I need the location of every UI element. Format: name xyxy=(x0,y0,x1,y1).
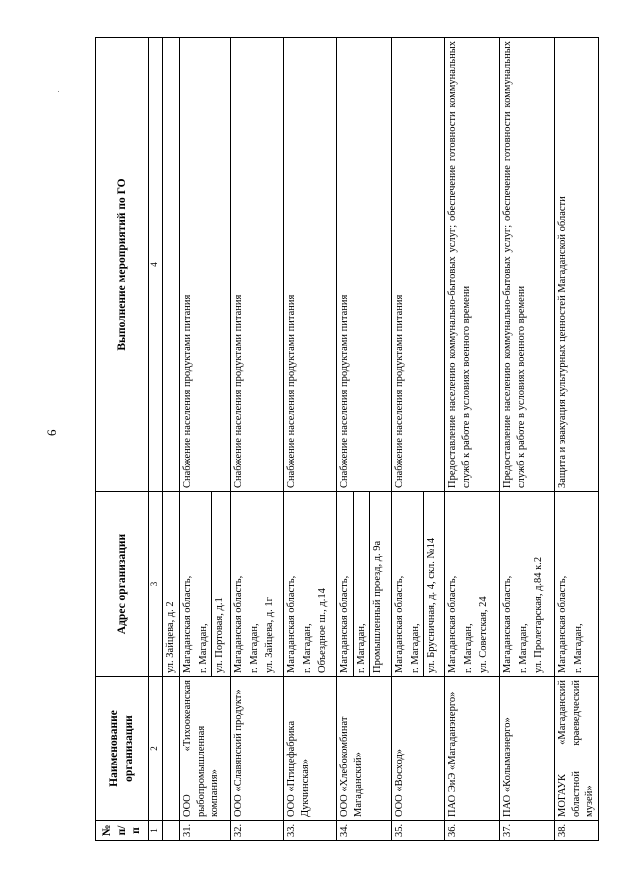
rotated-table-container xyxy=(95,38,596,841)
address-line: ул. Пролетарская, д.84 к.2 xyxy=(533,556,545,673)
address-line: г. Магадан, xyxy=(572,623,584,673)
address-line: Магаданская область, xyxy=(502,575,513,673)
activity-description: Снабжение населения продуктами питания xyxy=(337,38,392,492)
table-header-row xyxy=(96,38,149,841)
column-number: 2 xyxy=(149,677,163,821)
table-cell xyxy=(163,677,180,821)
row-number: 38. xyxy=(555,821,599,841)
address-line: г. Магадан, xyxy=(409,623,421,673)
address-line: Магаданская область, xyxy=(394,575,405,673)
organization-address xyxy=(337,492,392,677)
address-line: Магаданская область, xyxy=(286,575,297,673)
row-number: 31. xyxy=(180,821,231,841)
row-number: 32. xyxy=(231,821,284,841)
address-line: г. Магадан, xyxy=(353,492,370,676)
address-line: Магаданская область, xyxy=(557,575,568,673)
address-line: Магаданская область, xyxy=(447,575,458,673)
address-line: Магаданская область, xyxy=(339,575,350,673)
address-line: г. Магадан, xyxy=(197,623,209,673)
header-activity: Выполнение мероприятий по ГО xyxy=(96,38,149,492)
column-number: 4 xyxy=(149,38,163,492)
row-number: 36. xyxy=(445,821,500,841)
address-line: г. Магадан, xyxy=(517,623,529,673)
activity-description: Предоставление населению коммунально-бытовых услуг; обеспечение готовности коммунальных служб к работе в условиях военного времени xyxy=(445,38,500,492)
continued-address: ул. Зайцева, д. 2 xyxy=(163,492,180,677)
row-number: 35. xyxy=(392,821,445,841)
table-row xyxy=(180,38,231,841)
header-address: Адрес организации xyxy=(96,492,149,677)
address-line: г. Магадан, xyxy=(301,623,313,673)
activity-description: Снабжение населения продуктами питания xyxy=(180,38,231,492)
address-line: г. Магадан, xyxy=(248,623,260,673)
page-number: 6 xyxy=(44,429,59,436)
organization-address xyxy=(500,492,555,677)
continued-row xyxy=(163,38,180,841)
table-row xyxy=(337,38,392,841)
table-row xyxy=(392,38,445,841)
organization-address xyxy=(392,492,445,677)
header-name: Наименование организации xyxy=(96,677,149,821)
organization-name: ПАО ЭиЭ «Магаданэнерго» xyxy=(445,677,500,821)
address-line: ул. Брусничная, д. 4, скл. №14 xyxy=(423,492,440,676)
activity-description: Предоставление населению коммунально-бытовых услуг; обеспечение готовности коммунальных служб к работе в условиях военного времени xyxy=(500,38,555,492)
activity-description: Снабжение населения продуктами питания xyxy=(392,38,445,492)
table-row xyxy=(445,38,500,841)
organizations-table xyxy=(95,37,599,841)
scan-mark xyxy=(58,91,59,92)
address-line: Магаданская область, xyxy=(182,575,193,673)
organization-name: ООО «Хлебокомбинат Магаданский» xyxy=(337,677,392,821)
organization-name: ПАО «Колымаэнерго» xyxy=(500,677,555,821)
organization-address xyxy=(231,492,284,677)
address-line: ул. Советская, 24 xyxy=(478,596,490,673)
organization-name: ООО «Славянский продукт» xyxy=(231,677,284,821)
row-number: 33. xyxy=(284,821,337,841)
address-line: Объездное ш., д.14 xyxy=(317,588,329,673)
organization-address xyxy=(180,492,231,677)
organization-name: ООО «Птицефабрика Дукчинская» xyxy=(284,677,337,821)
table-row xyxy=(231,38,284,841)
column-number: 3 xyxy=(149,492,163,677)
table-row xyxy=(555,38,599,841)
column-number: 1 xyxy=(149,821,163,841)
address-line: ул. Портовая, д.1 xyxy=(211,492,228,676)
row-number: 37. xyxy=(500,821,555,841)
table-cell xyxy=(163,821,180,841)
table-cell xyxy=(163,38,180,492)
table-row xyxy=(500,38,555,841)
address-line: Магаданская область, xyxy=(233,575,244,673)
activity-description: Снабжение населения продуктами питания xyxy=(284,38,337,492)
organization-address xyxy=(555,492,599,677)
address-line: г. Магадан, xyxy=(462,623,474,673)
header-num: № п/п xyxy=(96,821,149,841)
column-number-row xyxy=(149,38,163,841)
address-line: Промышленный проезд, д. 9а xyxy=(369,492,386,676)
organization-name: ООО «Восход» xyxy=(392,677,445,821)
address-line: ул. Зайцева, д. 1г xyxy=(264,597,276,673)
organization-name: ООО «Тихоокеанская рыбопромышленная компания» xyxy=(180,677,231,821)
organization-address xyxy=(284,492,337,677)
row-number: 34. xyxy=(337,821,392,841)
activity-description: Защита и эвакуация культурных ценностей Магаданской области xyxy=(555,38,599,492)
organization-address xyxy=(445,492,500,677)
activity-description: Снабжение населения продуктами питания xyxy=(231,38,284,492)
organization-name: МОГАУК «Магаданский областной краеведческий музей» xyxy=(555,677,599,821)
table-row xyxy=(284,38,337,841)
